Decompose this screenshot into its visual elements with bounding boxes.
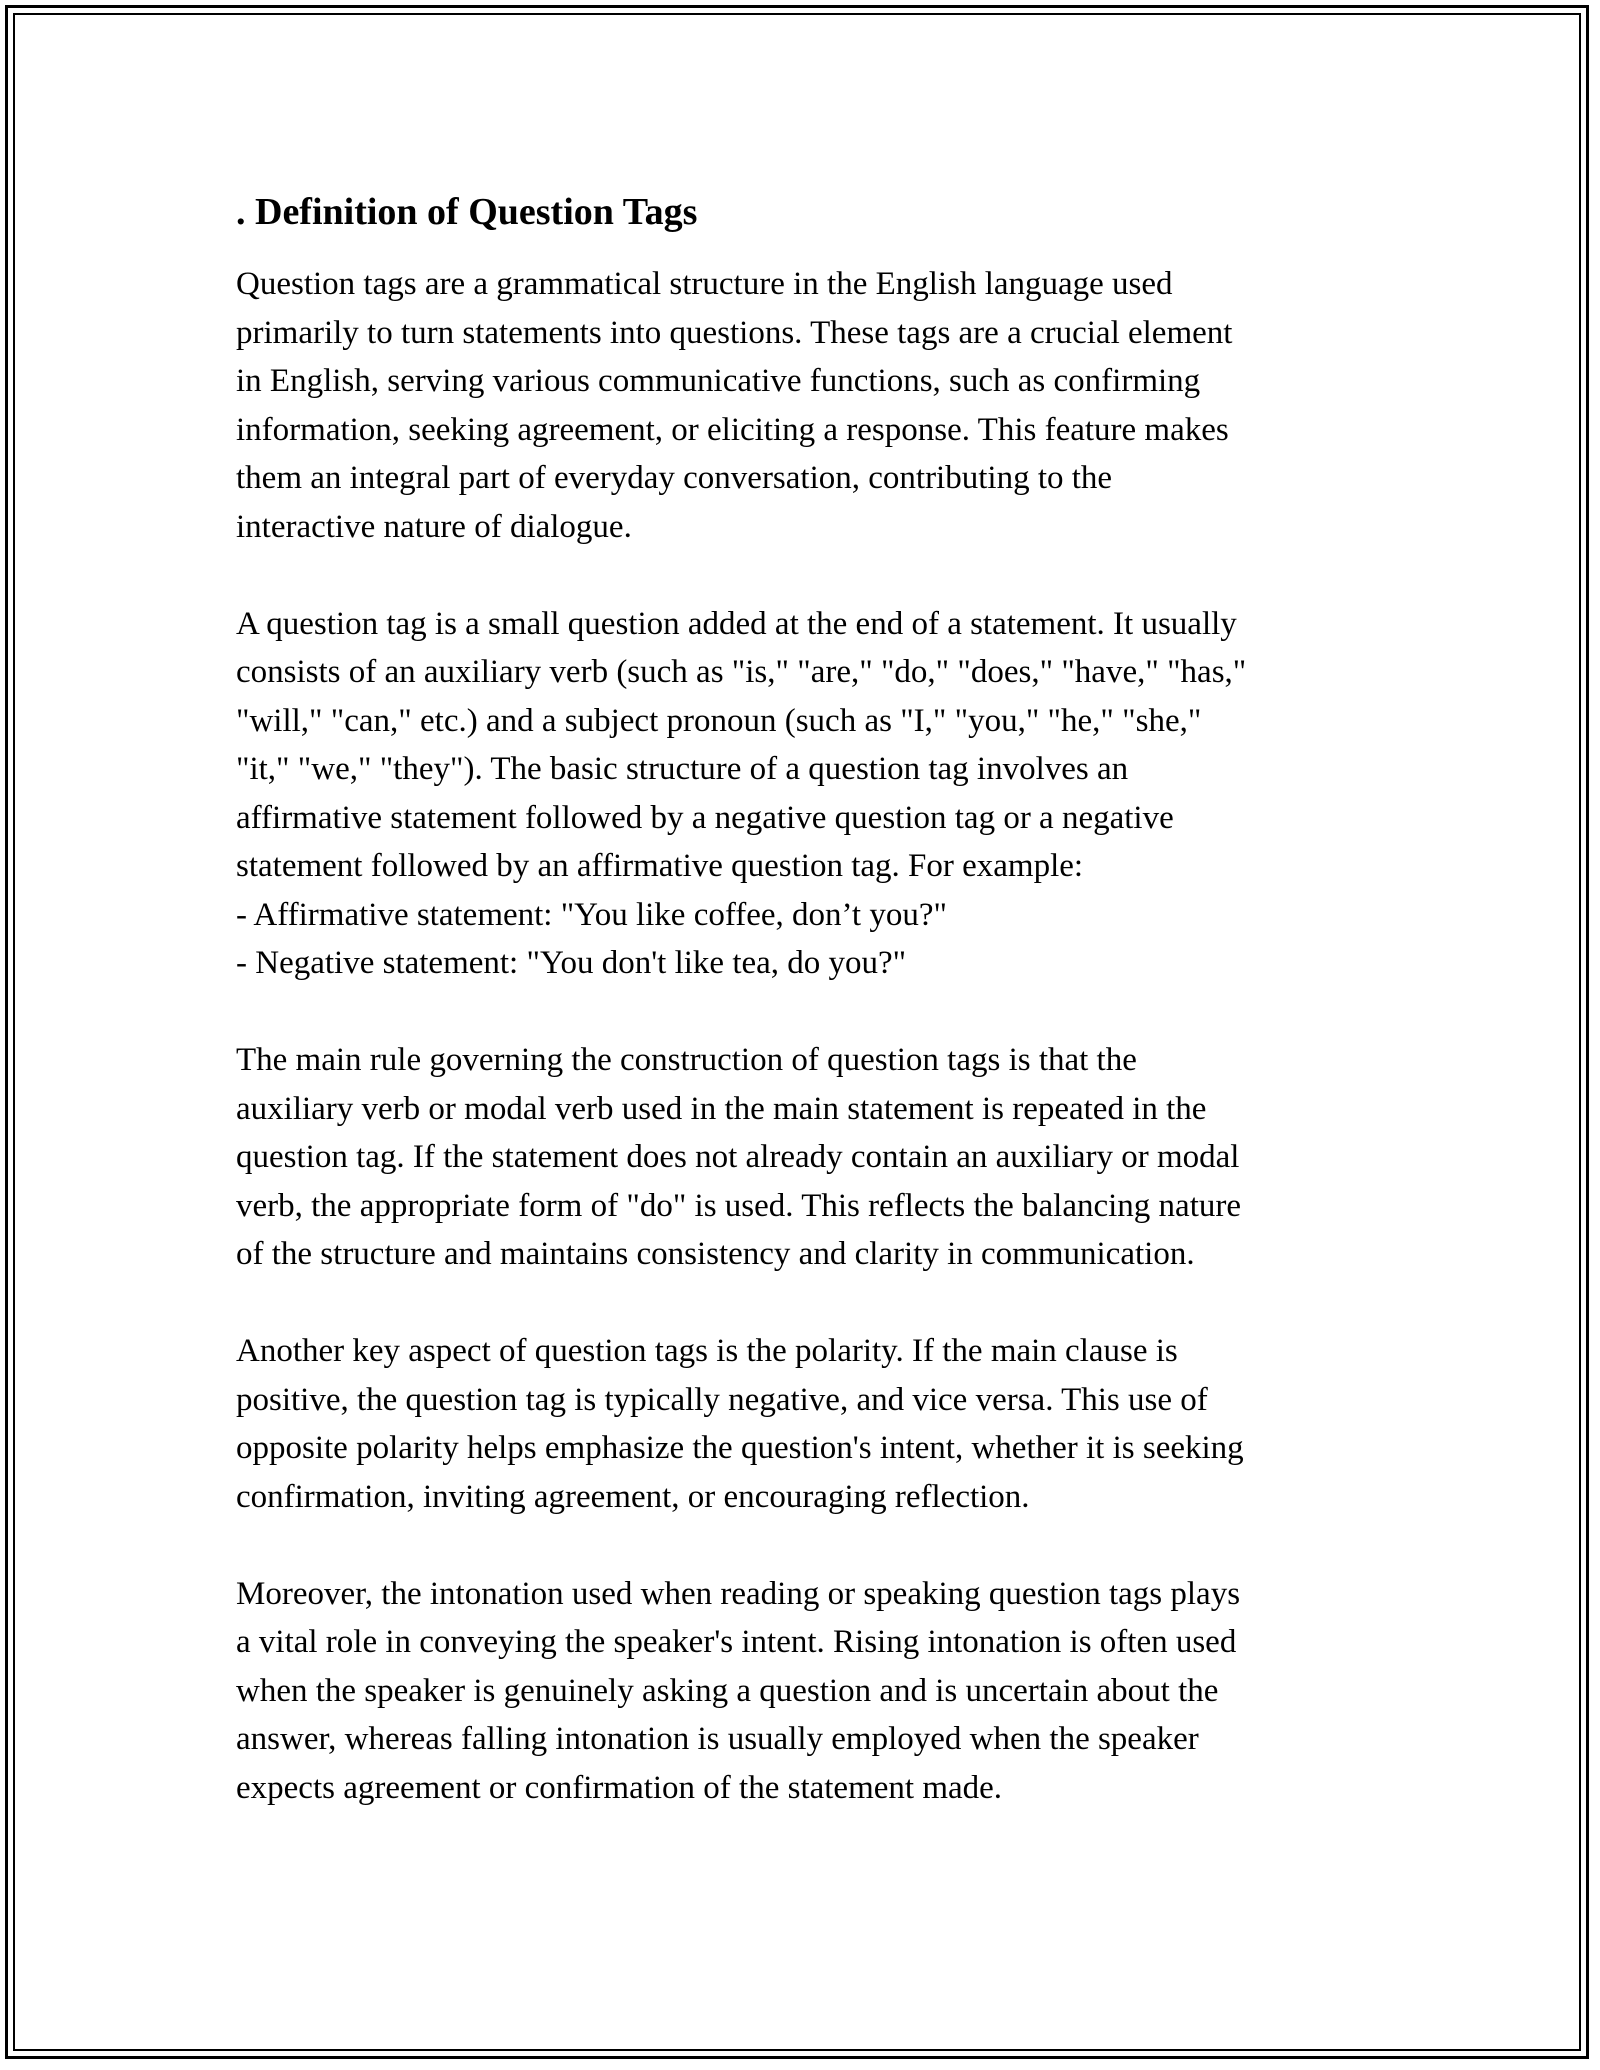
text-line: interactive nature of dialogue.	[236, 508, 632, 545]
paragraph-main-rule	[236, 1036, 1376, 1279]
text-line: positive, the question tag is typically negative, and vice versa. This use of	[236, 1381, 1208, 1418]
section-heading: . Definition of Question Tags	[236, 191, 698, 233]
text-line: opposite polarity helps emphasize the question's intent, whether it is seeking	[236, 1430, 1244, 1466]
text-line: statement followed by an affirmative question tag. For example:	[236, 848, 1084, 884]
document-body	[236, 186, 1376, 1861]
example-negative: - Negative statement: "You don't like tea, do you?"	[236, 945, 907, 981]
text-line: "will," "can," etc.) and a subject pronoun (such as "I," "you," "he," "she,"	[236, 702, 1202, 739]
text-line: expects agreement or confirmation of the statement made.	[236, 1769, 1003, 1806]
text-line: primarily to turn statements into questions. These tags are a crucial element	[236, 314, 1233, 351]
text-line: A question tag is a small question added at the end of a statement. It usually	[236, 605, 1237, 642]
example-affirmative: - Affirmative statement: "You like coffee, don’t you?"	[236, 896, 947, 933]
text-line: Moreover, the intonation used when reading or speaking question tags plays	[236, 1575, 1241, 1612]
text-line: affirmative statement followed by a negative question tag or a negative	[236, 799, 1174, 836]
text-line: of the structure and maintains consistency and clarity in communication.	[236, 1236, 1195, 1272]
text-line: when the speaker is genuinely asking a question and is uncertain about the	[236, 1672, 1219, 1709]
paragraph-intonation	[236, 1570, 1376, 1813]
text-line: confirmation, inviting agreement, or encouraging reflection.	[236, 1478, 1030, 1515]
text-line: question tag. If the statement does not already contain an auxiliary or modal	[236, 1139, 1240, 1175]
text-line: "it," "we," "they"). The basic structure of a question tag involves an	[236, 751, 1129, 787]
paragraph-polarity	[236, 1327, 1376, 1521]
text-line: Question tags are a grammatical structure in the English language used	[236, 266, 1173, 302]
text-line: auxiliary verb or modal verb used in the main statement is repeated in the	[236, 1090, 1207, 1127]
text-line: The main rule governing the construction of question tags is that the	[236, 1042, 1137, 1078]
text-line: answer, whereas falling intonation is usually employed when the speaker	[236, 1721, 1199, 1757]
text-line: in English, serving various communicative functions, such as confirming	[236, 363, 1201, 399]
paragraph-structure	[236, 600, 1376, 988]
paragraph-definition	[236, 260, 1376, 551]
text-line: a vital role in conveying the speaker's intent. Rising intonation is often used	[236, 1624, 1237, 1660]
text-line: Another key aspect of question tags is the polarity. If the main clause is	[236, 1333, 1178, 1369]
text-line: them an integral part of everyday conversation, contributing to the	[236, 460, 1113, 496]
text-line: information, seeking agreement, or eliciting a response. This feature makes	[236, 411, 1229, 448]
text-line: verb, the appropriate form of "do" is used. This reflects the balancing nature	[236, 1187, 1242, 1224]
text-line: consists of an auxiliary verb (such as "is," "are," "do," "does," "have," "has,"	[236, 654, 1247, 690]
